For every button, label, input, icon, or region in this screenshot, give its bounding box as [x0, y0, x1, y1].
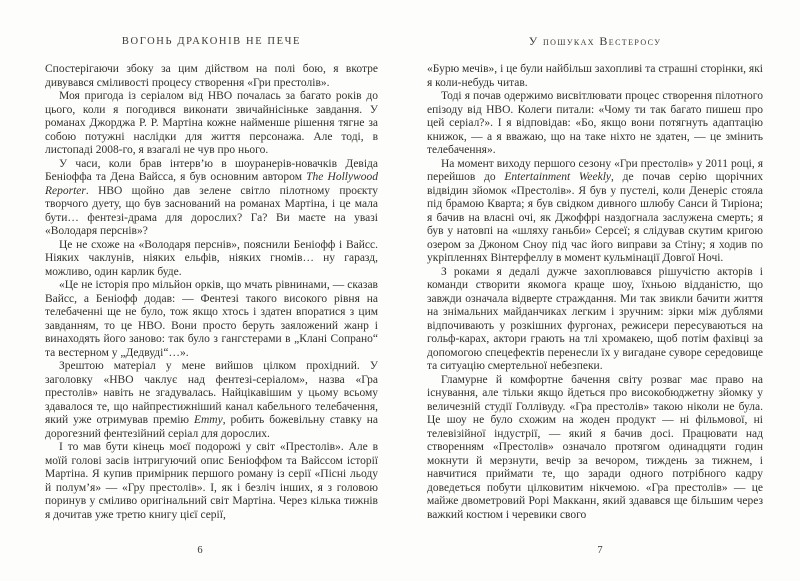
text-run: , де почав серію щорічних відвідин зйомок «Престолів». Я був у пустелі, коли Денеріс стояла під брамою Кварта; я був свідком дивного шлюбу Санси й Тиріона; я бачив на власні очі, як Джоффрі наздогнала заслужена смерть; я був у натовпі на «шляху ганьби» Серсеї; я слідував скутим кригою озером за Джоном Сноу під час його виправи за Стіну; я ходив по укріпленнях Вінтерфеллу в момент кульмінації Довгої Ночі.	[427, 171, 763, 264]
text-run: . НВО щойно дав зелене світло пілотному проєкту творчого дуету, що був заснований на романах Мартіна, і це мала бути… фентезі-драма для дорослих? Га? Ви маєте на увазі «Володаря перснів»?	[45, 184, 378, 237]
paragraph	[427, 63, 763, 90]
page-right	[400, 0, 800, 581]
text-run: «Це не історія про мільйон орків, що мчать рівнинами, — сказав Вайсс, а Беніофф додав: — Фентезі такого високого рівня на телебаченні ще не було, тож якщо хтось і здатен впоратися з цим завданням, то це НВО. Вони просто беруть заяложений жанр і винаходять його заново: так було з гангстерами в „Клані Сопрано“ та вестерном у „Дедвуді“…».	[45, 279, 378, 359]
italic-text-run: Emmy	[193, 414, 223, 426]
running-header-left: ВОГОНЬ ДРАКОНІВ НЕ ПЕЧЕ	[121, 36, 302, 47]
text-run: І то мав бути кінець моєї подорожі у світ «Престолів». Але в моїй голові засів інтригуючий опис Беніоффом та Вайссом історії Мартіна. Я купив примірник першого роману із серії «Пісні льоду й полум’я» — «Гру престолів». І, як і безліч інших, я з головою поринув у сміливо оригінальний світ Мартіна. Через кілька тижнів я дочитав уже третю книгу цієї серії,	[45, 441, 378, 521]
text-run: На момент виходу першого сезону «Гри престолів» у 2011 році, я перейшов до	[427, 157, 763, 183]
page-body-right	[427, 63, 763, 522]
paragraph	[427, 266, 763, 374]
text-run: З роками я дедалі дужче захоплювався рішучістю акторів і команди створити якомога краще шоу, їхньою відданістю, що завжди означала відверте страждання. Ми так звикли бачити життя на знімальних майданчиках легким і зручним: зірки між дублями відпочивають у розкішних фургонах, режисери пересуваються на гольф-карах, актори грають на тлі хромакею, щоб потім фахівці за допомогою спецефектів перенесли їх у вигадане суворе середовище та ситуацію смертельної небезпеки.	[427, 265, 763, 372]
page-number-right: 7	[597, 545, 603, 556]
page-number-left: 6	[197, 545, 203, 556]
page-body-left	[45, 63, 378, 522]
text-run: Спостерігаючи збоку за цим дійством на полі бою, я вкотре дивувався сміливості процесу створення «Гри престолів».	[45, 63, 378, 89]
text-run: Тоді я почав одержимо висвітлювати процес створення пілотного епізоду від НВО. Колеги питали: «Чому ти так багато пишеш про цей серіал?». І я відповідав: «Бо, якщо вони потягнуть адаптацію книжок, — а я вважаю, що на таке ніхто не здатен, — це змінить телебачення».	[427, 90, 763, 156]
paragraph	[45, 441, 378, 522]
paragraph	[45, 360, 378, 441]
italic-text-run: The Hollywood Reporter	[45, 171, 378, 197]
paragraph	[45, 63, 378, 90]
text-run: Гламурне й комфортне бачення світу розваг має право на існування, але тільки якщо йдеться про високобюджетну зйомку у величезній студії Голлівуду. «Гра престолів» такою ніколи не була. Це шоу не було схожим на жоден продукт — ні фільмової, ні телевізійної індустрії, — який я бачив досі. Працювати над створенням «Престолів» означало протягом одинадцяти годин мокнути й мерзнути, вечір за вечором, тиждень за тижнем, і навчитися приймати те, що заради одного потрібного кадру доведеться побути цілковитим нікчемою. «Гра престолів» — це майже двометровий Рорі Макканн, який здавався ще більшим через важкий костюм і черевики свого	[427, 373, 763, 521]
paragraph	[427, 374, 763, 523]
text-run: У часи, коли брав інтерв’ю в шоуранерів-новачків Девіда Беніоффа та Дена Вайсса, я був основним автором	[45, 157, 378, 183]
text-run: Моя пригода із серіалом від НВО почалась за багато років до цього, коли я погодився виконати звичайнісіньке завдання. У романах Джорджа Р. Р. Мартіна кожне найменше рішення тягне за собою потужні наслідки для життя персонажа. Але тоді, в листопаді 2008-го, я взагалі не чув про нього.	[45, 90, 378, 156]
paragraph	[45, 158, 378, 239]
italic-text-run: Entertainment Weekly	[504, 171, 612, 183]
paragraph	[45, 90, 378, 158]
text-run: «Бурю мечів», і це були найбільш захопливі та страшні сторінки, які я коли-небудь читав.	[427, 63, 763, 89]
paragraph	[45, 239, 378, 280]
paragraph	[45, 279, 378, 360]
paragraph	[427, 90, 763, 158]
paragraph	[427, 158, 763, 266]
text-run: Зрештою матеріал у мене вийшов цілком прохідний. У заголовку «НВО чаклує над фентезі-серіалом», назва «Гра престолів» навіть не згадувалась. Найцікавішим у цьому всьому здавалося те, що найпрестижніший канал кабельного телебачення, який уже отримував премію	[45, 360, 378, 426]
running-header-right: У пошуках Вестеросу	[528, 34, 662, 48]
text-run: Це не схоже на «Володаря перснів», пояснили Беніофф і Вайсс. Ніяких чаклунів, ніяких ельфів, ніяких гномів… ну гаразд, можливо, один карлик буде.	[45, 238, 378, 278]
text-run: , робить божевільну ставку на дорогезний фентезійний серіал для дорослих.	[45, 414, 378, 440]
